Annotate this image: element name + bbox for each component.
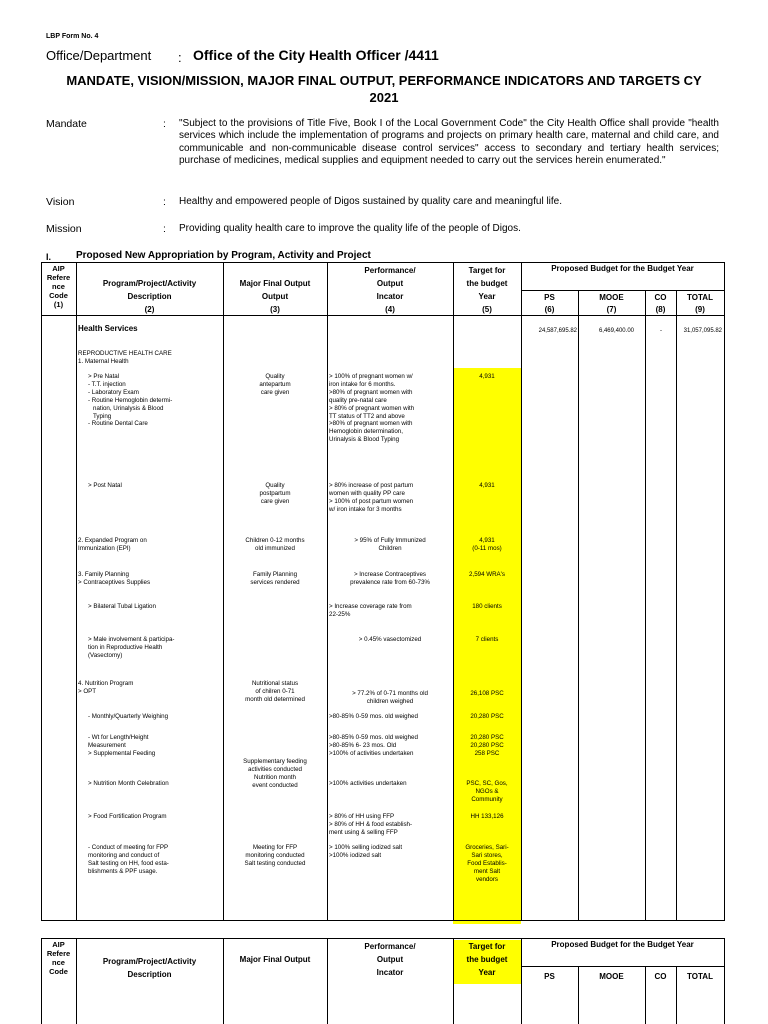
nmc-label: > Nutrition Month Celebration bbox=[88, 780, 169, 787]
header-mfo-repeat: Major Final Output bbox=[239, 955, 311, 964]
ffp-target: HH 133,126 bbox=[470, 813, 504, 820]
header-ps: PS (6) bbox=[544, 293, 555, 314]
wfl-target: 20,280 PSC 20,280 PSC 258 PSC bbox=[470, 734, 504, 757]
vision-label: Vision bbox=[46, 196, 75, 208]
section-number: I. bbox=[46, 252, 52, 262]
vision-colon: : bbox=[163, 196, 166, 208]
maternal-target: 4,931 bbox=[479, 373, 495, 380]
header-aip-repeat: AIP Refere nce Code bbox=[46, 940, 71, 976]
header-total-repeat: TOTAL bbox=[687, 972, 713, 981]
np-perf: > 77.2% of 0-71 months old children weighed bbox=[352, 690, 428, 705]
header-budget-repeat: Proposed Budget for the Budget Year bbox=[551, 940, 694, 949]
mandate-text: "Subject to the provisions of Title Five, Book I of the Local Government Code" the City Health Office shall provide "health services which include the implementation of programs and projects on primary health care, maternal and child care, and communicable and non-communicable disease control services" access to secondary and tertiary health services; purchase of medicines, medical supplies and equipment needed to carry out the services herein enumerated." bbox=[179, 118, 719, 167]
cm-target: Groceries, Sari- Sari stores, Food Establis- ment Salt vendors bbox=[465, 844, 509, 883]
health-mooe: 6,469,400.00 bbox=[598, 328, 634, 334]
header-aip: AIP Refere nce Code (1) bbox=[46, 264, 71, 309]
header-perf: Performance/ Output Incator (4) bbox=[364, 266, 416, 314]
health-ps: 24,587,695.82 bbox=[538, 328, 577, 334]
maternal-perf: > 100% of pregnant women w/ iron intake for 6 months. >80% of pregnant women with quality pre-natal care > 80% of pregnant women with TT status of TT2 and above >80% of pregnant women with Hemoglobin determination, Urinalysis & Blood Typing bbox=[329, 373, 415, 444]
maternal-items: > Pre Natal - T.T. injection - Laboratory Exam - Routine Hemoglobin determi- nation, Urinalysis & Blood Typing - Routine Dental Care bbox=[88, 373, 173, 428]
header-perf-repeat: Performance/ Output Incator bbox=[364, 942, 416, 977]
header-mfo: Major Final Output Output (3) bbox=[239, 279, 311, 314]
cm-perf: > 100% selling iodized salt >100% iodized salt bbox=[329, 844, 403, 859]
rhc-label: REPRODUCTIVE HEALTH CARE bbox=[78, 350, 172, 357]
header-mooe-repeat: MOOE bbox=[599, 972, 624, 981]
post-natal-perf: > 80% increase of post partum women with quality PP care > 100% of post partum women w/ iron intake for 3 months bbox=[329, 482, 414, 513]
form-number: LBP Form No. 4 bbox=[46, 33, 99, 40]
health-co: - bbox=[660, 328, 662, 334]
header-co: CO (8) bbox=[654, 293, 667, 314]
maternal-health-label: 1. Maternal Health bbox=[78, 358, 129, 365]
header-total: TOTAL (9) bbox=[687, 293, 713, 314]
mission-label: Mission bbox=[46, 223, 82, 235]
male-target: 7 clients bbox=[475, 636, 499, 643]
nmc-perf: >100% activities undertaken bbox=[329, 780, 407, 787]
mission-text: Providing quality health care to improve the quality life of the people of Digos. bbox=[179, 223, 521, 234]
header-budget: Proposed Budget for the Budget Year bbox=[551, 264, 694, 273]
btl-label: > Bilateral Tubal Ligation bbox=[88, 603, 156, 610]
header-co-repeat: CO bbox=[654, 972, 667, 981]
mandate-label: Mandate bbox=[46, 118, 87, 130]
health-services-label: Health Services bbox=[78, 324, 138, 333]
nmc-target: PSC, SC, Gos, NGOs & Community bbox=[466, 780, 508, 803]
epi-target: 4,931 (0-11 mos) bbox=[472, 537, 502, 552]
maternal-mfo: Quality antepartum care given bbox=[259, 373, 291, 396]
wfl-label: - Wt for Length/Height Measurement > Supplemental Feeding bbox=[88, 734, 156, 757]
cm-mfo: Meeting for FFP monitoring conducted Salt testing conducted bbox=[244, 844, 306, 867]
btl-perf: > Increase coverage rate from 22-25% bbox=[329, 603, 412, 618]
office-colon: : bbox=[178, 50, 182, 65]
fp-mfo: Family Planning services rendered bbox=[250, 571, 300, 586]
post-natal-mfo: Quality postpartum care given bbox=[259, 482, 291, 505]
header-ppa-repeat: Program/Project/Activity Description bbox=[102, 957, 197, 979]
epi-mfo: Children 0-12 months old immunized bbox=[245, 537, 305, 552]
mqw-label: - Monthly/Quarterly Weighing bbox=[88, 713, 169, 720]
male-label: > Male involvement & participa- tion in Reproductive Health (Vasectomy) bbox=[88, 636, 175, 659]
target-highlight bbox=[453, 368, 521, 924]
mqw-target: 20,280 PSC bbox=[470, 713, 504, 720]
header-ps-repeat: PS bbox=[544, 972, 555, 981]
vision-text: Healthy and empowered people of Digos sustained by quality care and meaningful life. bbox=[179, 196, 563, 207]
np-mfo: Nutritional status of chilren 0-71 month old determined bbox=[245, 680, 305, 703]
header-ppa: Program/Project/Activity Description (2) bbox=[102, 279, 197, 314]
mqw-perf: >80-85% 0-59 mos. old weighed bbox=[329, 713, 418, 720]
male-perf: > 0.45% vasectomized bbox=[358, 636, 422, 643]
epi-label: 2. Expanded Program on Immunization (EPI) bbox=[78, 537, 147, 552]
post-natal-target: 4,931 bbox=[479, 482, 495, 489]
wfl-perf: >80-85% 0-59 mos. old weighed >80-85% 6- 23 mos. Old >100% of activities undertaken bbox=[329, 734, 418, 757]
post-natal-label: > Post Natal bbox=[88, 482, 122, 489]
cm-label: - Conduct of meeting for FPP monitoring and conduct of Salt testing on HH, food esta- blishments & PPF usage. bbox=[88, 844, 169, 875]
np-label: 4. Nutrition Program > OPT bbox=[78, 680, 134, 695]
fp-perf: > Increase Contraceptives prevalence rate from 60-73% bbox=[350, 571, 430, 586]
document-title: MANDATE, VISION/MISSION, MAJOR FINAL OUTPUT, PERFORMANCE INDICATORS AND TARGETS CY 2021 bbox=[66, 73, 702, 105]
office-label: Office/Department bbox=[46, 48, 152, 63]
health-total: 31,057,095.82 bbox=[683, 328, 722, 334]
mandate-colon: : bbox=[163, 118, 166, 130]
np-target: 26,108 PSC bbox=[470, 690, 504, 697]
mission-colon: : bbox=[163, 223, 166, 235]
sf-mfo: Supplementary feeding activities conducted Nutrition month event conducted bbox=[243, 758, 307, 789]
header-mooe: MOOE (7) bbox=[599, 293, 624, 314]
office-value: Office of the City Health Officer /4411 bbox=[193, 47, 439, 63]
btl-target: 180 clients bbox=[472, 603, 502, 610]
section-title: Proposed New Appropriation by Program, Activity and Project bbox=[76, 250, 371, 261]
fp-label: 3. Family Planning > Contraceptives Supplies bbox=[78, 571, 151, 586]
header-target-repeat: Target for the budget Year bbox=[466, 942, 508, 977]
epi-perf: > 95% of Fully Immunized Children bbox=[354, 537, 426, 552]
header-target: Target for the budget Year (5) bbox=[466, 266, 508, 314]
ffp-label: > Food Fortification Program bbox=[88, 813, 167, 820]
fp-target: 2,594 WRA's bbox=[469, 571, 505, 578]
ffp-perf: > 80% of HH using FFP > 80% of HH & food establish- ment using & selling FFP bbox=[329, 813, 413, 836]
